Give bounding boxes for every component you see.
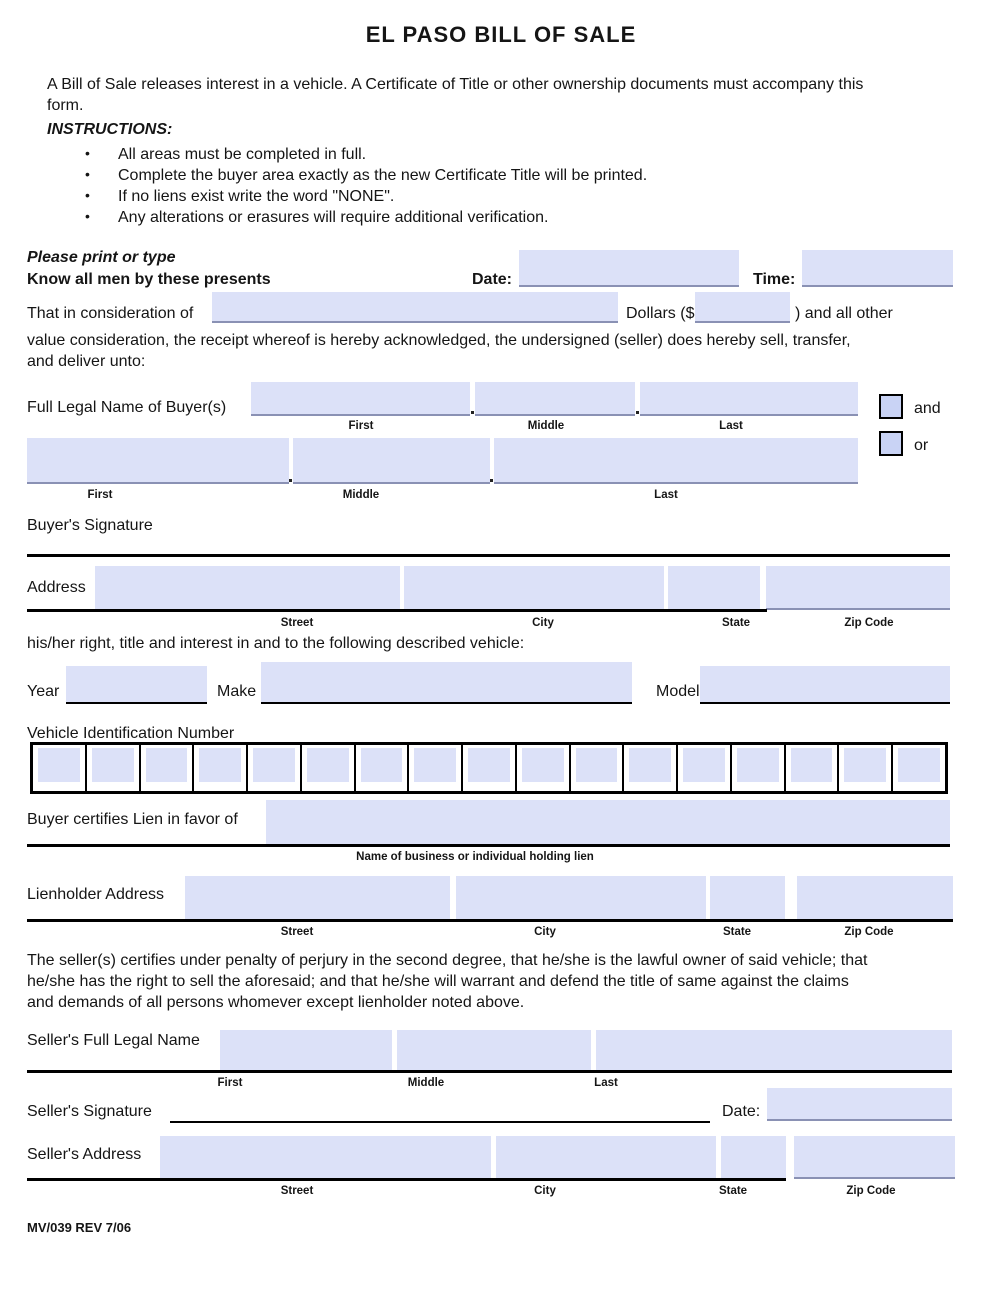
seller-signature-label: Seller's Signature [27,1103,152,1120]
buyer-state-field[interactable] [668,566,760,609]
consideration-line-2: value consideration, the receipt whereof is hereby acknowledged, the undersigned (seller) does hereby sell, transfer, [27,332,851,349]
time-label: Time: [753,271,796,288]
rights-text: his/her right, title and interest in and to the following described vehicle: [27,635,525,652]
lienholder-city-field[interactable] [456,876,706,919]
buyer-state-sublabel: State [721,617,751,629]
lienholder-street-sublabel: Street [280,926,314,938]
lienholder-city-sublabel: City [534,926,556,938]
buyer2-last-name-field[interactable] [494,438,858,484]
instructions-heading: INSTRUCTIONS: [47,121,173,138]
separator-dot [636,411,639,414]
vin-cell-fill [361,748,403,782]
seller-zip-sublabel: Zip Code [846,1185,896,1197]
model-label: Model [656,683,700,700]
vin-cell-fill [683,748,725,782]
buyer-first-sublabel: First [348,420,374,432]
buyer-city-sublabel: City [532,617,554,629]
vin-cell[interactable] [354,745,408,791]
buyer-last-name-field[interactable] [640,382,858,416]
seller-date-label: Date: [722,1103,761,1120]
seller-state-field[interactable] [721,1136,786,1178]
seller-certification-line-3: and demands of all persons whomever except lienholder noted above. [27,994,525,1011]
buyer-middle-sublabel: Middle [527,420,565,432]
vin-cell-fill [307,748,349,782]
seller-last-sublabel: Last [594,1077,618,1089]
vin-cell-fill [253,748,295,782]
lienholder-street-field[interactable] [185,876,450,919]
or-checkbox-label: or [914,437,929,454]
buyer2-last-sublabel: Last [654,489,678,501]
lien-label: Buyer certifies Lien in favor of [27,811,238,828]
instruction-item: • Complete the buyer area exactly as the new Certificate Title will be printed. [85,168,647,183]
seller-street-sublabel: Street [280,1185,314,1197]
consideration-amount-words-field[interactable] [212,292,618,323]
vin-cell-fill [576,748,618,782]
lien-line [27,844,950,847]
buyer-middle-name-field[interactable] [475,382,635,416]
vin-cell-fill [898,748,940,782]
vin-cell-fill [92,748,134,782]
seller-city-sublabel: City [534,1185,556,1197]
vin-cell[interactable] [622,745,676,791]
lienholder-state-field[interactable] [710,876,785,919]
seller-last-name-field[interactable] [596,1030,952,1070]
separator-dot [490,479,493,482]
consideration-suffix: ) and all other [795,305,893,322]
buyer-name-label: Full Legal Name of Buyer(s) [27,399,227,416]
instruction-item: • Any alterations or erasures will require additional verification. [85,210,647,225]
seller-name-label: Seller's Full Legal Name [27,1032,200,1049]
make-label: Make [217,683,257,700]
vin-cell[interactable] [461,745,515,791]
consideration-line-3: and deliver unto: [27,353,146,370]
buyer-city-field[interactable] [404,566,664,609]
instructions-list [85,147,647,231]
vin-cell[interactable] [891,745,945,791]
lien-holder-name-field[interactable] [266,800,950,844]
year-field[interactable] [66,666,207,704]
buyer-street-field[interactable] [95,566,400,609]
buyer-zip-sublabel: Zip Code [844,617,894,629]
lienholder-zip-field[interactable] [797,876,953,919]
vin-cell[interactable] [515,745,569,791]
vin-cell[interactable] [139,745,193,791]
vin-cell[interactable] [192,745,246,791]
seller-address-label: Seller's Address [27,1146,142,1163]
buyer-street-sublabel: Street [280,617,314,629]
seller-middle-sublabel: Middle [407,1077,445,1089]
vin-cell[interactable] [33,745,85,791]
vin-grid[interactable] [30,742,948,794]
page-title: EL PASO BILL OF SALE [365,22,637,47]
buyer-first-name-field[interactable] [251,382,470,416]
vin-cell-fill [791,748,833,782]
buyer-address-label: Address [27,579,86,596]
buyer-last-sublabel: Last [719,420,743,432]
lienholder-state-sublabel: State [722,926,752,938]
seller-certification-line-2: he/she has the right to sell the aforesaid; and that he/she will warrant and defend the title of same against the claims [27,973,849,990]
instruction-item: • If no liens exist write the word "NONE". [85,189,647,204]
dollars-label: Dollars ($ [626,305,695,322]
seller-first-name-field[interactable] [220,1030,392,1070]
seller-street-field[interactable] [160,1136,491,1178]
buyer-address-line [27,609,767,612]
vin-cell[interactable] [730,745,784,791]
intro-line-1: A Bill of Sale releases interest in a vehicle. A Certificate of Title or other ownership documents must accompany this [47,76,864,93]
date-field[interactable] [519,250,739,287]
time-field[interactable] [802,250,953,287]
vin-cell[interactable] [300,745,354,791]
seller-certification-line-1: The seller(s) certifies under penalty of perjury in the second degree, that he/she is the lawful owner of said vehicle; that [27,952,868,969]
consideration-amount-field[interactable] [695,292,790,323]
vin-cell-fill [844,748,886,782]
lien-sublabel: Name of business or individual holding lien [356,851,594,863]
vin-cell[interactable] [784,745,838,791]
seller-first-sublabel: First [217,1077,243,1089]
vin-cell[interactable] [85,745,139,791]
lienholder-address-label: Lienholder Address [27,886,164,903]
seller-address-line [27,1178,786,1181]
vin-cell-fill [629,748,671,782]
vin-cell-fill [199,748,241,782]
separator-dot [471,411,474,414]
vin-cell[interactable] [246,745,300,791]
vin-cell-fill [414,748,456,782]
consideration-prefix: That in consideration of [27,305,194,322]
seller-middle-name-field[interactable] [397,1030,591,1070]
buyer-zip-field[interactable] [766,566,950,610]
lienholder-address-line [27,919,953,922]
buyer-signature-line[interactable] [27,554,950,557]
print-or-type-note: Please print or type [27,249,176,266]
buyer2-first-sublabel: First [87,489,113,501]
buyer2-first-name-field[interactable] [27,438,289,484]
vin-cell-fill [737,748,779,782]
lienholder-zip-sublabel: Zip Code [844,926,894,938]
year-label: Year [27,683,60,700]
vin-cell-fill [468,748,510,782]
seller-state-sublabel: State [718,1185,748,1197]
vin-cell-fill [38,748,80,782]
and-checkbox-label: and [914,400,941,417]
seller-signature-line[interactable] [170,1121,710,1123]
instruction-item: • All areas must be completed in full. [85,147,647,162]
model-field[interactable] [700,666,950,704]
vin-cell[interactable] [676,745,730,791]
buyer2-middle-sublabel: Middle [342,489,380,501]
seller-zip-field[interactable] [794,1136,955,1179]
vin-cell[interactable] [407,745,461,791]
know-all-men-text: Know all men by these presents [27,271,271,288]
intro-line-2: form. [47,97,84,114]
vin-label: Vehicle Identification Number [27,725,235,742]
form-number: MV/039 REV 7/06 [27,1220,132,1235]
and-checkbox[interactable] [879,394,903,419]
seller-city-field[interactable] [496,1136,716,1178]
vin-cell-fill [146,748,188,782]
make-field[interactable] [261,662,632,704]
seller-date-field[interactable] [767,1088,952,1121]
date-label: Date: [472,271,513,288]
or-checkbox[interactable] [879,431,903,456]
vin-cell-fill [522,748,564,782]
seller-name-line [27,1070,952,1073]
buyer-signature-label: Buyer's Signature [27,517,153,534]
separator-dot [289,479,292,482]
buyer2-middle-name-field[interactable] [293,438,490,484]
vin-cell[interactable] [837,745,891,791]
vin-cell[interactable] [569,745,623,791]
